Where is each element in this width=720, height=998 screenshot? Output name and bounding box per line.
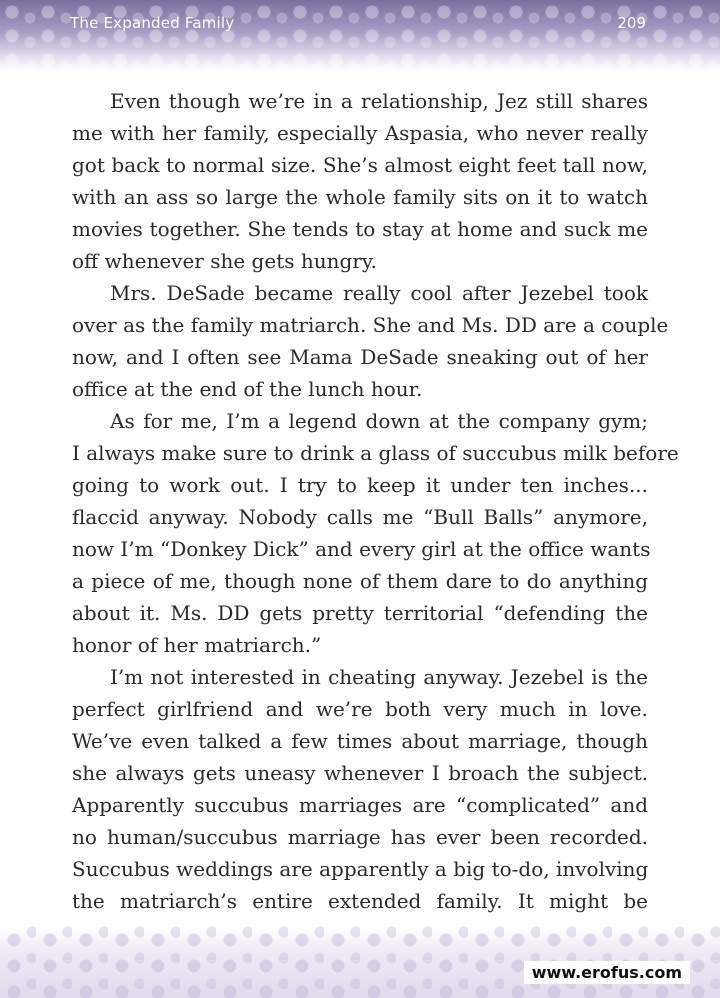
text-line: the matriarch’s entire extended family. It might be	[72, 889, 648, 913]
text-line: now I’m “Donkey Dick” and every girl at the office wants	[72, 537, 651, 561]
text-line: over as the family matriarch. She and Ms. DD are a couple	[72, 313, 669, 337]
text-line: flaccid anyway. Nobody calls me “Bull Balls” anymore,	[72, 505, 648, 529]
text-line: movies together. She tends to stay at home and suck me	[72, 217, 648, 241]
page-number: 209	[617, 14, 646, 32]
text-line: We’ve even talked a few times about marriage, though	[72, 729, 648, 753]
body-text	[72, 85, 679, 917]
text-line: with an ass so large the whole family sits on it to watch	[72, 185, 648, 209]
text-line: got back to normal size. She’s almost eight feet tall now,	[72, 153, 648, 177]
text-line: honor of her matriarch.”	[72, 633, 322, 657]
paragraph	[72, 661, 648, 917]
text-line: Mrs. DeSade became really cool after Jezebel took	[110, 281, 648, 305]
paragraph	[72, 405, 679, 661]
text-line: office at the end of the lunch hour.	[72, 377, 423, 401]
footer-band	[0, 926, 720, 998]
text-line: a piece of me, though none of them dare to do anything	[72, 569, 648, 593]
text-line: off whenever she gets hungry.	[72, 249, 377, 273]
text-line: perfect girlfriend and we’re both very much in love.	[72, 697, 648, 721]
text-line: Even though we’re in a relationship, Jez still shares	[110, 89, 648, 113]
text-line: As for me, I’m a legend down at the company gym;	[110, 409, 648, 433]
text-line: me with her family, especially Aspasia, who never really	[72, 121, 648, 145]
text-line: no human/succubus marriage has ever been recorded.	[72, 825, 648, 849]
text-line: about it. Ms. DD gets pretty territorial “defending the	[72, 601, 648, 625]
text-line: Apparently succubus marriages are “complicated” and	[72, 793, 648, 817]
text-line: Succubus weddings are apparently a big to-do, involving	[72, 857, 649, 881]
text-line: I always make sure to drink a glass of succubus milk before	[72, 441, 679, 465]
paragraph	[72, 85, 648, 277]
text-line: she always gets uneasy whenever I broach the subject.	[72, 761, 648, 785]
header-band	[0, 0, 720, 70]
running-header-title: The Expanded Family	[70, 14, 235, 32]
text-line: going to work out. I try to keep it under ten inches...	[72, 473, 648, 497]
watermark: www.erofus.com	[524, 961, 690, 984]
text-line: I’m not interested in cheating anyway. Jezebel is the	[110, 665, 648, 689]
text-line: now, and I often see Mama DeSade sneaking out of her	[72, 345, 648, 369]
paragraph	[72, 277, 669, 405]
